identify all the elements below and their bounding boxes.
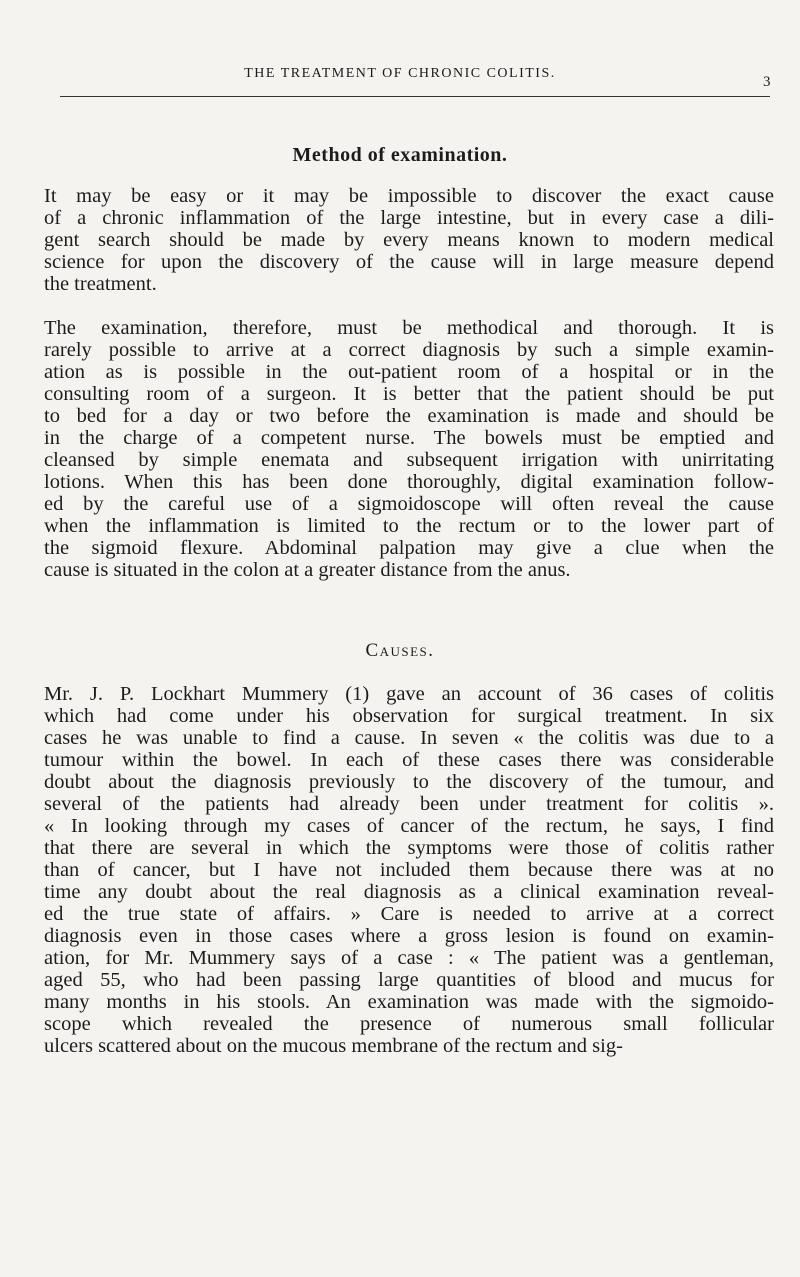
text-line: cause is situated in the colon at a greater distance from the anus.: [44, 559, 571, 581]
text-line: ed by the careful use of a sigmoidoscope will often reveal the cause: [44, 493, 774, 515]
page-number: 3: [763, 74, 771, 90]
text-line: gent search should be made by every means known to modern medical: [44, 229, 774, 251]
text-line: the sigmoid flexure. Abdominal palpation may give a clue when the: [44, 537, 774, 559]
text-line: It may be easy or it may be impossible to discover the exact cause: [44, 185, 774, 207]
text-line: that there are several in which the symptoms were those of colitis rather: [44, 837, 774, 859]
section-heading: Method of examination.: [292, 144, 508, 166]
text-line: ation, for Mr. Mummery says of a case : « The patient was a gentleman,: [44, 947, 774, 969]
text-line: the treatment.: [44, 273, 157, 295]
text-line: aged 55, who had been passing large quantities of blood and mucus for: [44, 969, 774, 991]
header-rule: [60, 96, 770, 97]
text-line: many months in his stools. An examination was made with the sigmoido-: [44, 991, 774, 1013]
text-line: tumour within the bowel. In each of these cases there was considerable: [44, 749, 774, 771]
text-line: diagnosis even in those cases where a gross lesion is found on examin-: [44, 925, 774, 947]
text-line: « In looking through my cases of cancer of the rectum, he says, I find: [44, 815, 774, 837]
text-line: scope which revealed the presence of numerous small follicular: [44, 1013, 774, 1035]
text-line: when the inflammation is limited to the rectum or to the lower part of: [44, 515, 774, 537]
text-line: rarely possible to arrive at a correct diagnosis by such a simple examin-: [44, 339, 774, 361]
text-line: in the charge of a competent nurse. The bowels must be emptied and: [44, 427, 774, 449]
text-line: of a chronic inflammation of the large intestine, but in every case a dili-: [44, 207, 774, 229]
text-line: to bed for a day or two before the examination is made and should be: [44, 405, 774, 427]
text-line: Mr. J. P. Lockhart Mummery (1) gave an account of 36 cases of colitis: [44, 683, 774, 705]
text-line: than of cancer, but I have not included them because there was at no: [44, 859, 774, 881]
text-line: ed the true state of affairs. » Care is needed to arrive at a correct: [44, 903, 774, 925]
text-line: doubt about the diagnosis previously to the discovery of the tumour, and: [44, 771, 774, 793]
text-line: cases he was unable to find a cause. In seven « the colitis was due to a: [44, 727, 774, 749]
paragraph: [44, 185, 774, 295]
text-line: cleansed by simple enemata and subsequent irrigation with unirritating: [44, 449, 774, 471]
paragraph: [44, 683, 774, 1057]
text-line: ulcers scattered about on the mucous membrane of the rectum and sig-: [44, 1035, 623, 1057]
text-line: science for upon the discovery of the cause will in large measure depend: [44, 251, 774, 273]
text-line: several of the patients had already been under treatment for colitis ».: [44, 793, 774, 815]
text-line: which had come under his observation for surgical treatment. In six: [44, 705, 774, 727]
text-line: ation as is possible in the out-patient room of a hospital or in the: [44, 361, 774, 383]
running-head: THE TREATMENT OF CHRONIC COLITIS.: [244, 66, 556, 81]
sub-heading: Causes.: [365, 640, 435, 661]
text-line: consulting room of a surgeon. It is better that the patient should be put: [44, 383, 774, 405]
text-line: lotions. When this has been done thoroughly, digital examination follow-: [44, 471, 774, 493]
paragraph: [44, 317, 774, 581]
text-line: time any doubt about the real diagnosis as a clinical examination reveal-: [44, 881, 774, 903]
text-line: The examination, therefore, must be methodical and thorough. It is: [44, 317, 774, 339]
